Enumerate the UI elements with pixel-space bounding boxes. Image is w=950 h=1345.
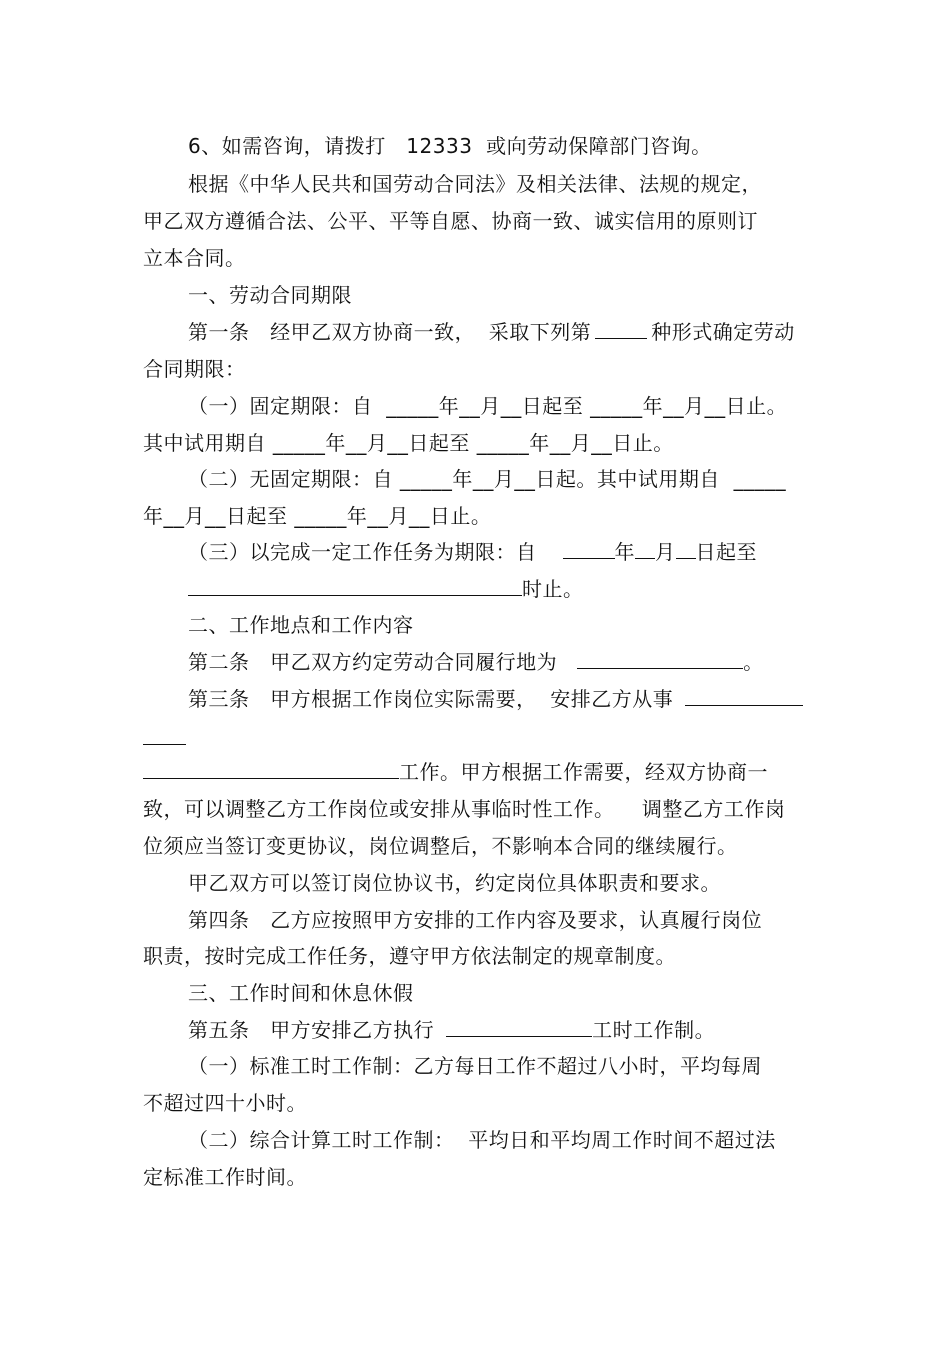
open-term-cont: 年__月__日起至 _____年__月__日止。	[143, 504, 492, 528]
article-1-text-end: 种形式确定劳动	[651, 320, 795, 344]
paragraph-basis-end: 立本合同。	[143, 246, 246, 270]
article-4-line: 第四条 乙方应按照甲方安排的工作内容及要求，认真履行岗位	[188, 908, 763, 932]
fixed-term-line: （一）固定期限：自 _____年__月__日起至 _____年__月__日止。	[188, 394, 788, 418]
article-3-cont-3: 位须应当签订变更协议，岗位调整后，不影响本合同的继续履行。	[143, 834, 738, 858]
open-term-line: （二）无固定期限：自 _____年__月__日起。其中试用期自 _____	[188, 467, 787, 491]
task-description-blank	[188, 575, 522, 596]
article-2-end: 。	[743, 650, 764, 674]
article-5-text: 第五条 甲方安排乙方执行	[188, 1018, 435, 1042]
article-1-text: 第一条 经甲乙双方协商一致， 采取下列第	[188, 320, 592, 344]
comprehensive-hours-line: （二）综合计算工时工作制： 平均日和平均周工作时间不超过法	[188, 1128, 776, 1152]
article-5-line	[188, 1016, 715, 1044]
work-hours-blank	[446, 1016, 592, 1037]
job-blank-2	[143, 724, 186, 745]
workplace-blank	[577, 648, 743, 669]
article-1-cont: 合同期限：	[143, 357, 246, 381]
article-3-cont-2: 致，可以调整乙方工作岗位或安排从事临时性工作。 调整乙方工作岗	[143, 797, 786, 821]
standard-hours-cont: 不超过四十小时。	[143, 1091, 307, 1115]
task-term-end-line	[188, 575, 584, 603]
form-type-blank	[595, 318, 647, 339]
paragraph-basis: 根据《中华人民共和国劳动合同法》及相关法律、法规的规定，	[188, 172, 762, 196]
article-1-line	[188, 318, 795, 346]
section-heading-term: 一、劳动合同期限	[188, 283, 352, 307]
article-3-line	[188, 685, 803, 713]
task-term-end-text: 时止。	[522, 577, 584, 601]
article-2-text: 第二条 甲乙双方约定劳动合同履行地为	[188, 650, 558, 674]
article-2-line	[188, 648, 764, 676]
paragraph-consult: 6、如需咨询，请拨打 12333 或向劳动保障部门咨询。	[188, 134, 712, 158]
task-month-blank	[635, 538, 655, 559]
article-3-text: 第三条 甲方根据工作岗位实际需要， 安排乙方从事	[188, 687, 674, 711]
month-label: 月	[655, 540, 676, 564]
article-3-cont	[143, 758, 768, 786]
day-label: 日起至	[695, 540, 757, 564]
task-term-line	[188, 538, 757, 566]
article-5-end: 工时工作制。	[592, 1018, 716, 1042]
fixed-term-probation: 其中试用期自 _____年__月__日起至 _____年__月__日止。	[143, 431, 674, 455]
task-term-text: （三）以完成一定工作任务为期限：自	[188, 540, 537, 564]
article-3-agreement: 甲乙双方可以签订岗位协议书，约定岗位具体职责和要求。	[188, 871, 721, 895]
job-blank-1	[685, 685, 803, 706]
year-label: 年	[614, 540, 635, 564]
task-year-blank	[563, 538, 615, 559]
section-heading-hours: 三、工作时间和休息休假	[188, 981, 414, 1005]
comprehensive-hours-cont: 定标准工作时间。	[143, 1165, 307, 1189]
standard-hours-line: （一）标准工时工作制：乙方每日工作不超过八小时，平均每周	[188, 1054, 762, 1078]
task-day-blank	[676, 538, 696, 559]
paragraph-basis-cont: 甲乙双方遵循合法、公平、平等自愿、协商一致、诚实信用的原则订	[143, 209, 758, 233]
section-heading-work: 二、工作地点和工作内容	[188, 613, 414, 637]
article-3-cont-text: 工作。甲方根据工作需要，经双方协商一	[399, 760, 768, 784]
article-4-cont: 职责，按时完成工作任务，遵守甲方依法制定的规章制度。	[143, 944, 676, 968]
job-blank-3	[143, 758, 399, 779]
